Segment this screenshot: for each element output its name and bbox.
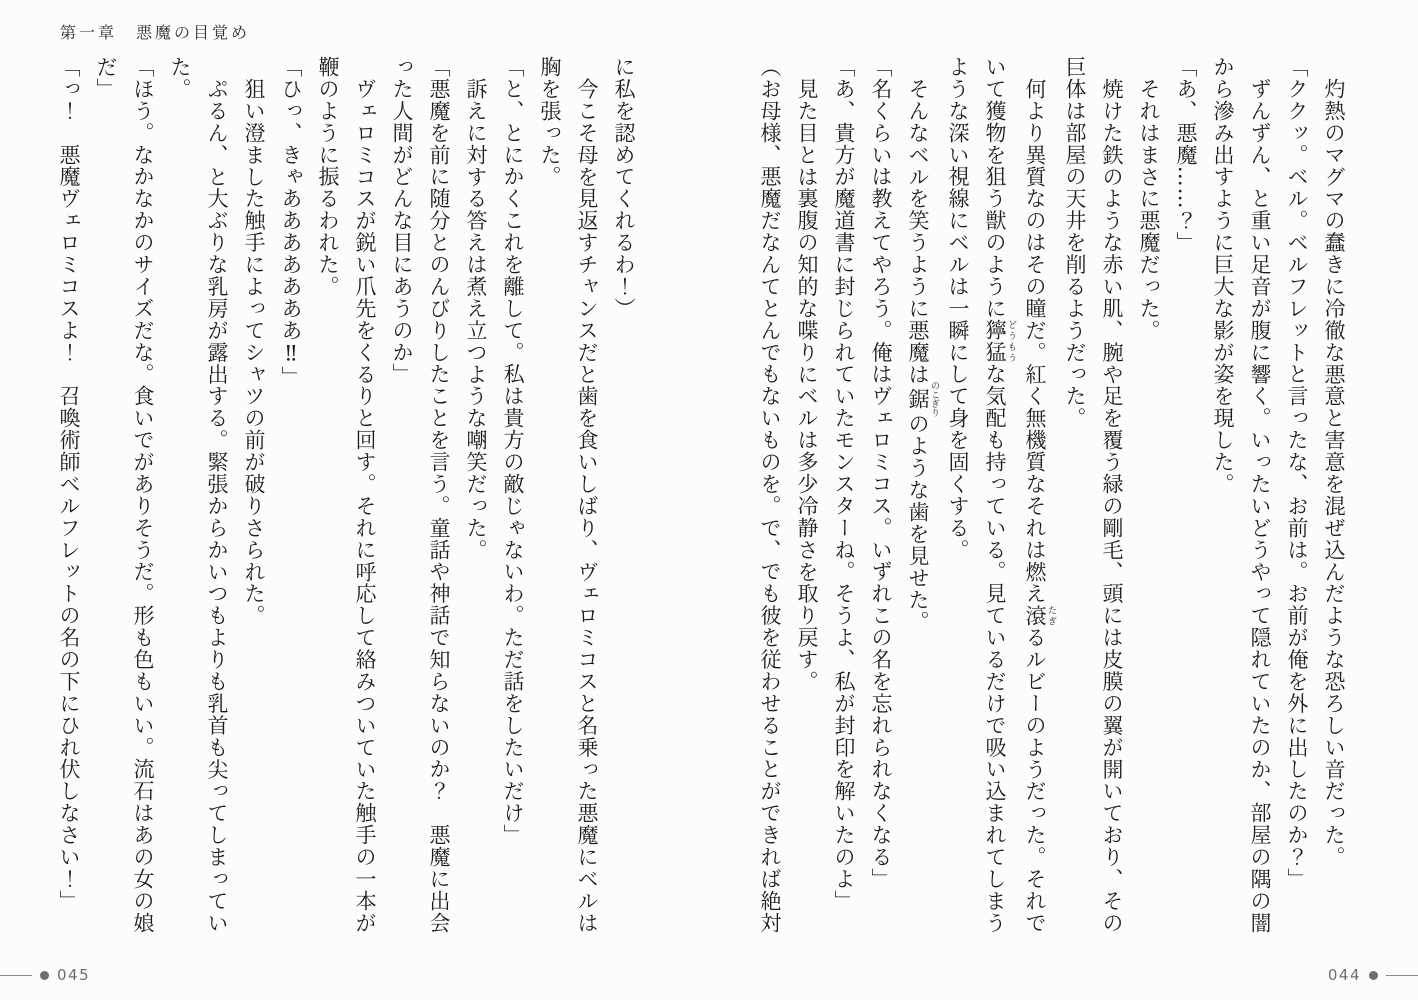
text-column: 胸を張った。 bbox=[538, 56, 562, 188]
text-column: 「あ、貴方が魔道書に封じられていたモンスターね。そうよ、私が封印を解いたのよ」 bbox=[832, 56, 856, 912]
text-column: 灼熱のマグマの蠢きに冷徹な悪意と害意を混ぜ込んだような恐ろしい音だった。 bbox=[1322, 78, 1346, 869]
text-column: ような深い視線にベルは一瞬にして身を固くする。 bbox=[946, 56, 970, 561]
text-column: そんなベルを笑うように悪魔は鋸 のこぎりのような歯を見せた。 bbox=[906, 78, 939, 633]
text-column: 巨体は部屋の天井を削るようだった。 bbox=[1063, 56, 1087, 430]
text-column: ぷるん、と大ぶりな乳房が露出する。緊張からかいつもよりも乳首も尖ってしまってい bbox=[205, 78, 229, 934]
text-column: 訴えに対する答えは煮え立つような嘲笑だった。 bbox=[464, 78, 488, 561]
page-right-text bbox=[760, 56, 1352, 948]
footer-dot-icon bbox=[40, 971, 49, 980]
text-column: 「名くらいは教えてやろう。俺はヴェロミコス。いずれこの名を忘れられなくなる」 bbox=[869, 56, 893, 890]
footer-left bbox=[0, 968, 90, 982]
text-column: ずんずん、と重い足音が腹に響く。いったいどうやって隠れていたのか、部屋の隅の闇 bbox=[1248, 78, 1272, 934]
footer-rule bbox=[1386, 975, 1418, 976]
text-column: 「っ！ 悪魔ヴェロミコスよ！ 召喚術師ベルフレットの名の下にひれ伏しなさい！」 bbox=[57, 56, 81, 912]
page-number-left: 045 bbox=[57, 966, 91, 984]
footer-rule bbox=[0, 975, 32, 976]
text-column: 焼けた鉄のような赤い肌、腕や足を覆う緑の剛毛、頭には皮膜の翼が開いており、その bbox=[1100, 78, 1124, 934]
text-column: 狙い澄ました触手によってシャツの前が破りさられた。 bbox=[242, 78, 266, 627]
text-column: 「と、とにかくこれを離して。私は貴方の敵じゃないわ。ただ話をしたいだけ」 bbox=[501, 56, 525, 847]
chapter-header: 第一章 悪魔の目覚め bbox=[60, 23, 251, 42]
text-column: 今こそ母を見返すチャンスだと歯を食いしばり、ヴェロミコスと名乗った悪魔にベルは bbox=[575, 78, 599, 934]
footer-dot-icon bbox=[1369, 971, 1378, 980]
footer-right bbox=[1328, 968, 1418, 982]
text-column: 「あ、悪魔……？」 bbox=[1174, 56, 1198, 254]
text-column: 見た目とは裏腹の知的な喋りにベルは多少冷静さを取り戻す。 bbox=[795, 78, 819, 693]
text-column: ヴェロミコスが鋭い爪先をくるりと回す。それに呼応して絡みついていた触手の一本が bbox=[353, 78, 377, 934]
page-number-right: 044 bbox=[1327, 966, 1361, 984]
text-column: 「ひっ、きゃあああああああ‼」 bbox=[279, 56, 303, 389]
text-column: 何より異質なのはその瞳だ。紅く無機質なそれは燃え滾 たぎるルビーのようだった。それで bbox=[1023, 78, 1056, 934]
text-column: 鞭のように振るわれた。 bbox=[316, 56, 340, 298]
page-left-text bbox=[50, 56, 642, 948]
text-column: 「ほう。なかなかのサイズだな。食いでがありそうだ。形も色もいい。流石はあの女の娘 bbox=[131, 56, 155, 934]
text-column: 「悪魔を前に随分とのんびりしたことを言う。童話や神話で知らないのか？ 悪魔に出会 bbox=[427, 56, 451, 934]
text-column: た。 bbox=[168, 56, 192, 100]
text-column: （お母様、悪魔だなんてとんでもないものを。で、でも彼を従わせることができれば絶対 bbox=[758, 56, 782, 934]
text-column: 「ククッ。ベル。ベルフレットと言ったな、お前は。お前が俺を外に出したのか？」 bbox=[1285, 56, 1309, 890]
text-column: いて獲物を狙う獣のように獰猛 どうもうな気配も持っている。見ているだけで吸い込まれてしまう bbox=[983, 56, 1016, 934]
text-column: だ」 bbox=[94, 56, 118, 100]
text-column: った人間がどんな目にあうのか」 bbox=[390, 56, 414, 386]
text-column: それはまさに悪魔だった。 bbox=[1137, 78, 1161, 342]
text-column: から滲み出すように巨大な影が姿を現した。 bbox=[1211, 56, 1235, 495]
text-column: に私を認めてくれるわ！） bbox=[612, 56, 636, 320]
